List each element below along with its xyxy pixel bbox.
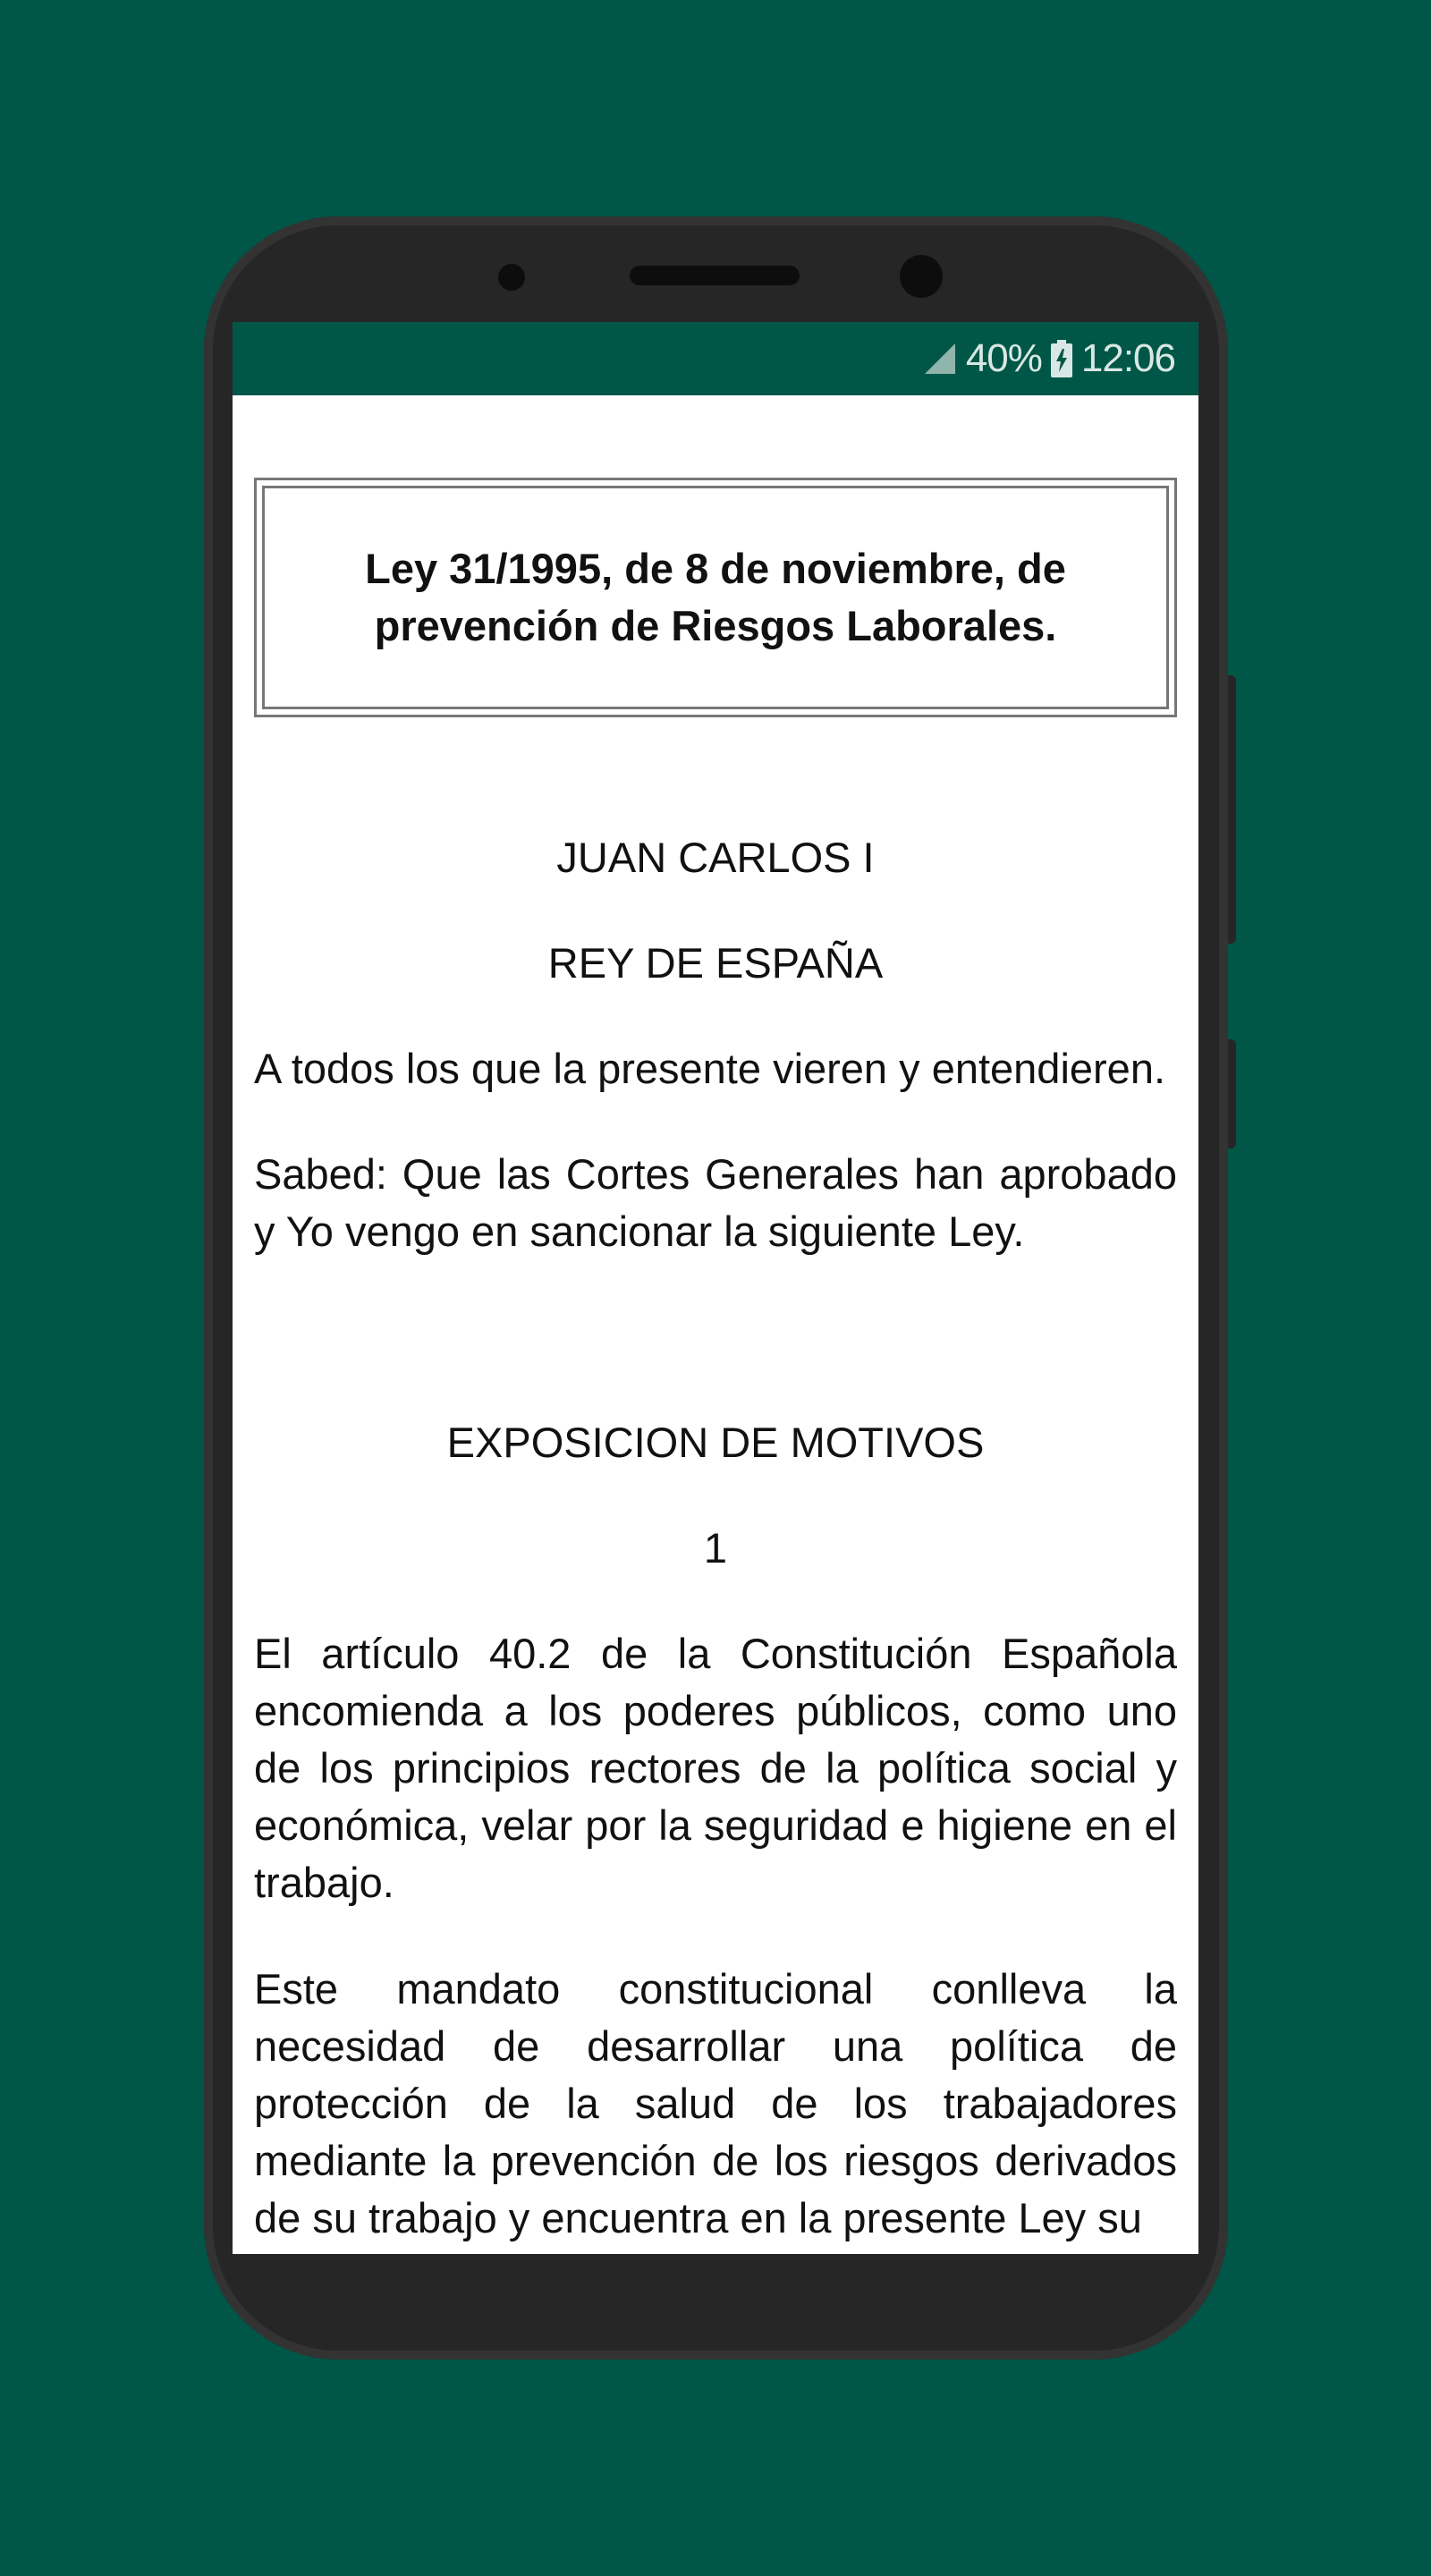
phone-screen — [233, 322, 1198, 2254]
clock: 12:06 — [1080, 336, 1175, 380]
document-view[interactable] — [233, 395, 1198, 2254]
status-icons — [923, 335, 1175, 383]
battery-percent: 40% — [965, 336, 1042, 380]
salutation: A todos los que la presente vieren y entendieren. — [254, 1045, 1166, 1092]
body-paragraph-1: El artículo 40.2 de la Constitución Española encomienda a los poderes públicos, como uno de los principios rectores de la política social y económica, velar por la seguridad e higiene en el trabajo. — [254, 1630, 1177, 1906]
earpiece-speaker — [630, 266, 800, 285]
proximity-sensor — [900, 255, 943, 298]
document-title-box — [254, 478, 1177, 717]
front-camera-icon — [498, 264, 525, 291]
king-title: REY DE ESPAÑA — [547, 939, 884, 987]
status-bar — [233, 322, 1198, 395]
cell-signal-icon — [923, 342, 957, 376]
decree-paragraph: Sabed: Que las Cortes Generales han aprobado y Yo vengo en sancionar la siguiente Ley. — [254, 1150, 1177, 1255]
section-heading: EXPOSICION DE MOTIVOS — [446, 1419, 985, 1466]
document-title: Ley 31/1995, de 8 de noviembre, de prevención de Riesgos Laborales. — [365, 545, 1066, 649]
battery-charging-icon — [1051, 340, 1072, 377]
body-paragraph-2: Este mandato constitucional conlleva la necesidad de desarrollar una política de protección de la salud de los trabajadores mediante la prevención de los riesgos derivados de su trabajo y encuentra en la presente Ley su — [254, 1965, 1177, 2241]
king-name: JUAN CARLOS I — [556, 834, 875, 881]
section-number: 1 — [703, 1524, 728, 1572]
